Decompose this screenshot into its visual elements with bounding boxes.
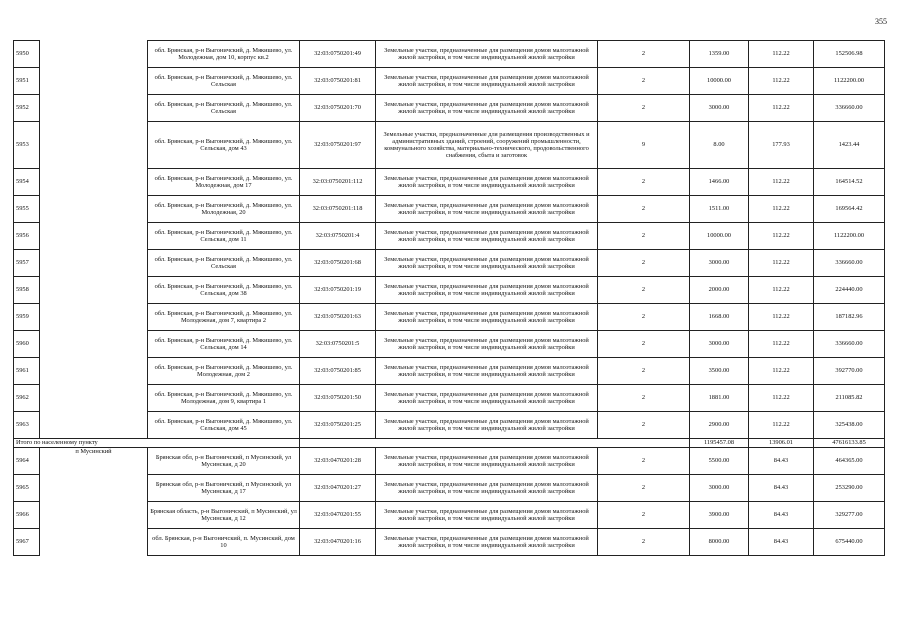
table-row	[14, 475, 885, 502]
land-use-cell: Земельные участки, предназначенные для размещения домов малоэтажной жилой застройки, в том числе индивидуальной жилой застройки	[376, 448, 598, 475]
specific-value-cell: 112.22	[749, 412, 814, 439]
area-cell: 10000.00	[690, 68, 749, 95]
cadastral-number-cell: 32:03:0750201:68	[300, 250, 376, 277]
table-row	[14, 95, 885, 122]
row-number-cell: 5966	[14, 502, 40, 529]
specific-value-cell: 84.43	[749, 475, 814, 502]
group-cell: 2	[598, 502, 690, 529]
page-number: 355	[875, 17, 887, 26]
specific-value-cell: 84.43	[749, 502, 814, 529]
row-number-cell: 5956	[14, 223, 40, 250]
land-use-cell: Земельные участки, предназначенные для размещения домов малоэтажной жилой застройки, в том числе индивидуальной жилой застройки	[376, 250, 598, 277]
land-use-cell: Земельные участки, предназначенные для размещения производственных и административных зданий, строений, сооружений промышленности, коммунального хозяйства, материально-технического, продовольственного снабжения, сбыта и заготовок	[376, 122, 598, 169]
land-use-cell: Земельные участки, предназначенные для размещения домов малоэтажной жилой застройки, в том числе индивидуальной жилой застройки	[376, 95, 598, 122]
table-row	[14, 250, 885, 277]
group-cell: 2	[598, 412, 690, 439]
area-cell: 1881.00	[690, 385, 749, 412]
area-cell: 1511.00	[690, 196, 749, 223]
blank-cell	[40, 277, 148, 304]
group-cell: 2	[598, 475, 690, 502]
cadastral-number-cell: 32:03:0750201:5	[300, 331, 376, 358]
row-number-cell: 5963	[14, 412, 40, 439]
row-number-cell: 5961	[14, 358, 40, 385]
specific-value-cell: 112.22	[749, 277, 814, 304]
row-number-cell: 5957	[14, 250, 40, 277]
specific-value-cell: 177.93	[749, 122, 814, 169]
blank-cell	[40, 196, 148, 223]
table-row	[14, 358, 885, 385]
table-row	[14, 412, 885, 439]
land-use-cell: Земельные участки, предназначенные для размещения домов малоэтажной жилой застройки, в том числе индивидуальной жилой застройки	[376, 169, 598, 196]
land-use-cell: Земельные участки, предназначенные для размещения домов малоэтажной жилой застройки, в том числе индивидуальной жилой застройки	[376, 502, 598, 529]
blank-cell	[40, 68, 148, 95]
cadastral-number-cell: 32:03:0750201:97	[300, 122, 376, 169]
table-row	[14, 529, 885, 556]
specific-value-cell: 112.22	[749, 250, 814, 277]
row-number-cell: 5962	[14, 385, 40, 412]
cadastral-number-cell: 32:03:0750201:19	[300, 277, 376, 304]
address-cell: обл. Брянская, р-н Выгоничский, д. Мякишево, ул. Молодежная, дом 7, квартира 2	[148, 304, 300, 331]
area-cell: 3000.00	[690, 475, 749, 502]
land-use-cell: Земельные участки, предназначенные для размещения домов малоэтажной жилой застройки, в том числе индивидуальной жилой застройки	[376, 412, 598, 439]
row-number-cell: 5967	[14, 529, 40, 556]
blank-cell	[40, 529, 148, 556]
total-label-cell: Итого по населенному пункту	[14, 439, 300, 448]
blank-cell	[40, 412, 148, 439]
group-cell: 2	[598, 196, 690, 223]
land-use-cell: Земельные участки, предназначенные для размещения домов малоэтажной жилой застройки, в том числе индивидуальной жилой застройки	[376, 41, 598, 68]
row-number-cell: 5950	[14, 41, 40, 68]
blank-cell	[40, 475, 148, 502]
blank-cell	[40, 223, 148, 250]
table-row	[14, 41, 885, 68]
blank-cell	[40, 41, 148, 68]
cadastral-number-cell: 32:03:0470201:55	[300, 502, 376, 529]
total-specific-cell: 13906.01	[749, 439, 814, 448]
total-area-cell: 1195457.08	[690, 439, 749, 448]
row-number-cell: 5955	[14, 196, 40, 223]
cadastral-value-cell: 1423.44	[814, 122, 885, 169]
land-use-cell: Земельные участки, предназначенные для размещения домов малоэтажной жилой застройки, в том числе индивидуальной жилой застройки	[376, 529, 598, 556]
address-cell: обл. Брянская, р-н Выгоничский, д. Мякишево, ул. Сельская	[148, 95, 300, 122]
specific-value-cell: 112.22	[749, 196, 814, 223]
address-cell: обл. Брянская, р-н Выгоничский, д. Мякишево, ул. Молодежная, дом 2	[148, 358, 300, 385]
cadastral-number-cell: 32:03:0750201:63	[300, 304, 376, 331]
row-number-cell: 5958	[14, 277, 40, 304]
area-cell: 8000.00	[690, 529, 749, 556]
blank-cell	[40, 358, 148, 385]
row-number-cell: 5952	[14, 95, 40, 122]
land-use-cell: Земельные участки, предназначенные для размещения домов малоэтажной жилой застройки, в том числе индивидуальной жилой застройки	[376, 68, 598, 95]
table-row	[14, 68, 885, 95]
group-cell: 2	[598, 169, 690, 196]
address-cell: обл. Брянская, р-н Выгоничский, д. Мякишево, ул. Сельская, дом 38	[148, 277, 300, 304]
address-cell: обл. Брянская, р-н Выгоничский, д. Мякишево, ул. Молодежная, дом 10, корпус кв.2	[148, 41, 300, 68]
cadastral-value-cell: 187182.96	[814, 304, 885, 331]
group-cell: 2	[598, 358, 690, 385]
blank-cell	[40, 385, 148, 412]
cadastral-value-cell: 675440.00	[814, 529, 885, 556]
row-number-cell: 5965	[14, 475, 40, 502]
address-cell: обл. Брянская, р-н Выгоничский, д. Мякишево, ул. Сельская, дом 45	[148, 412, 300, 439]
row-number-cell: 5953	[14, 122, 40, 169]
table-row	[14, 385, 885, 412]
land-use-cell: Земельные участки, предназначенные для размещения домов малоэтажной жилой застройки, в том числе индивидуальной жилой застройки	[376, 475, 598, 502]
area-cell: 2900.00	[690, 412, 749, 439]
cadastral-value-cell: 464365.00	[814, 448, 885, 475]
address-cell: обл. Брянская, р-н Выгоничский, д. Мякишево, ул. Сельская, дом 11	[148, 223, 300, 250]
specific-value-cell: 112.22	[749, 41, 814, 68]
specific-value-cell: 112.22	[749, 95, 814, 122]
address-cell: обл. Брянская, р-н Выгоничский, д. Мякишево, ул. Молодежная, дом 17	[148, 169, 300, 196]
table-row	[14, 448, 885, 475]
cadastral-number-cell: 32:03:0750201:50	[300, 385, 376, 412]
cadastral-value-cell: 169564.42	[814, 196, 885, 223]
area-cell: 3900.00	[690, 502, 749, 529]
address-cell: обл. Брянская, р-н Выгоничский, п. Мусинский, дом 10	[148, 529, 300, 556]
area-cell: 8.00	[690, 122, 749, 169]
table-row	[14, 304, 885, 331]
area-cell: 10000.00	[690, 223, 749, 250]
cadastral-value-cell: 336660.00	[814, 331, 885, 358]
specific-value-cell: 112.22	[749, 331, 814, 358]
group-cell: 2	[598, 448, 690, 475]
cadastral-number-cell: 32:03:0750201:25	[300, 412, 376, 439]
group-cell: 2	[598, 250, 690, 277]
specific-value-cell: 112.22	[749, 304, 814, 331]
table-row	[14, 223, 885, 250]
blank-cell	[40, 122, 148, 169]
blank-cell	[40, 502, 148, 529]
row-number-cell: 5954	[14, 169, 40, 196]
area-cell: 3000.00	[690, 331, 749, 358]
area-cell: 5500.00	[690, 448, 749, 475]
land-use-cell: Земельные участки, предназначенные для размещения домов малоэтажной жилой застройки, в том числе индивидуальной жилой застройки	[376, 385, 598, 412]
group-cell: 2	[598, 385, 690, 412]
row-number-cell: 5959	[14, 304, 40, 331]
locality-cell: п Мусинский	[40, 448, 148, 475]
cadastral-value-cell: 329277.00	[814, 502, 885, 529]
cadastral-number-cell: 32:03:0470201:27	[300, 475, 376, 502]
cadastral-number-cell: 32:03:0750201:81	[300, 68, 376, 95]
address-cell: Брянская обл, р-н Выгоничский, п Мусинский, ул Мусинская, д 17	[148, 475, 300, 502]
blank-cell	[40, 95, 148, 122]
blank-cell	[300, 439, 690, 448]
land-use-cell: Земельные участки, предназначенные для размещения домов малоэтажной жилой застройки, в том числе индивидуальной жилой застройки	[376, 331, 598, 358]
cadastral-number-cell: 32:03:0750201:70	[300, 95, 376, 122]
address-cell: обл. Брянская, р-н Выгоничский, д. Мякишево, ул. Сельская	[148, 68, 300, 95]
land-use-cell: Земельные участки, предназначенные для размещения домов малоэтажной жилой застройки, в том числе индивидуальной жилой застройки	[376, 304, 598, 331]
land-use-cell: Земельные участки, предназначенные для размещения домов малоэтажной жилой застройки, в том числе индивидуальной жилой застройки	[376, 223, 598, 250]
land-use-cell: Земельные участки, предназначенные для размещения домов малоэтажной жилой застройки, в том числе индивидуальной жилой застройки	[376, 358, 598, 385]
specific-value-cell: 112.22	[749, 68, 814, 95]
specific-value-cell: 84.43	[749, 448, 814, 475]
group-cell: 2	[598, 331, 690, 358]
address-cell: обл. Брянская, р-н Выгоничский, д. Мякишево, ул. Молодежная, дом 9, квартира 1	[148, 385, 300, 412]
area-cell: 1668.00	[690, 304, 749, 331]
area-cell: 2000.00	[690, 277, 749, 304]
area-cell: 3000.00	[690, 95, 749, 122]
group-cell: 2	[598, 41, 690, 68]
group-cell: 2	[598, 68, 690, 95]
address-cell: Брянская область, р-н Выгоничский, п Мусинский, ул Мусинская, д 12	[148, 502, 300, 529]
cadastral-value-cell: 1122200.00	[814, 223, 885, 250]
area-cell: 3000.00	[690, 250, 749, 277]
cadastral-value-cell: 253290.00	[814, 475, 885, 502]
cadastral-number-cell: 32:03:0470201:28	[300, 448, 376, 475]
row-number-cell: 5964	[14, 448, 40, 475]
table-row	[14, 196, 885, 223]
cadastral-value-cell: 1122200.00	[814, 68, 885, 95]
cadastral-value-cell: 164514.52	[814, 169, 885, 196]
cadastral-value-cell: 325438.00	[814, 412, 885, 439]
total-row	[14, 439, 885, 448]
group-cell: 2	[598, 529, 690, 556]
specific-value-cell: 112.22	[749, 169, 814, 196]
group-cell: 2	[598, 304, 690, 331]
area-cell: 3500.00	[690, 358, 749, 385]
cadastral-value-cell: 152506.98	[814, 41, 885, 68]
address-cell: обл. Брянская, р-н Выгоничский, д. Мякишево, ул. Молодежная, 20	[148, 196, 300, 223]
specific-value-cell: 112.22	[749, 223, 814, 250]
cadastral-number-cell: 32:03:0750201:4	[300, 223, 376, 250]
cadastral-value-cell: 336660.00	[814, 250, 885, 277]
total-value-cell: 47616133.85	[814, 439, 885, 448]
specific-value-cell: 112.22	[749, 358, 814, 385]
cadastral-number-cell: 32:03:0470201:16	[300, 529, 376, 556]
area-cell: 1359.00	[690, 41, 749, 68]
land-plot-table	[13, 40, 885, 556]
specific-value-cell: 84.43	[749, 529, 814, 556]
blank-cell	[40, 169, 148, 196]
group-cell: 2	[598, 277, 690, 304]
cadastral-number-cell: 32:03:0750201:85	[300, 358, 376, 385]
cadastral-value-cell: 224440.00	[814, 277, 885, 304]
cadastral-value-cell: 336660.00	[814, 95, 885, 122]
address-cell: обл. Брянская, р-н Выгоничский, д. Мякишево, ул. Сельская, дом 43	[148, 122, 300, 169]
area-cell: 1466.00	[690, 169, 749, 196]
blank-cell	[40, 304, 148, 331]
table-row	[14, 122, 885, 169]
cadastral-number-cell: 32:03:0750201:49	[300, 41, 376, 68]
blank-cell	[40, 331, 148, 358]
group-cell: 9	[598, 122, 690, 169]
group-cell: 2	[598, 95, 690, 122]
specific-value-cell: 112.22	[749, 385, 814, 412]
cadastral-number-cell: 32:03:0750201:118	[300, 196, 376, 223]
table-row	[14, 277, 885, 304]
table-row	[14, 169, 885, 196]
address-cell: Брянская обл, р-н Выгоничский, п Мусинский, ул Мусинская, д 20	[148, 448, 300, 475]
group-cell: 2	[598, 223, 690, 250]
address-cell: обл. Брянская, р-н Выгоничский, д. Мякишево, ул. Сельская	[148, 250, 300, 277]
blank-cell	[40, 250, 148, 277]
land-use-cell: Земельные участки, предназначенные для размещения домов малоэтажной жилой застройки, в том числе индивидуальной жилой застройки	[376, 277, 598, 304]
address-cell: обл. Брянская, р-н Выгоничский, д. Мякишево, ул. Сельская, дом 14	[148, 331, 300, 358]
cadastral-value-cell: 392770.00	[814, 358, 885, 385]
cadastral-value-cell: 211085.82	[814, 385, 885, 412]
table-row	[14, 331, 885, 358]
table-row	[14, 502, 885, 529]
land-use-cell: Земельные участки, предназначенные для размещения домов малоэтажной жилой застройки, в том числе индивидуальной жилой застройки	[376, 196, 598, 223]
row-number-cell: 5951	[14, 68, 40, 95]
cadastral-number-cell: 32:03:0750201:112	[300, 169, 376, 196]
row-number-cell: 5960	[14, 331, 40, 358]
